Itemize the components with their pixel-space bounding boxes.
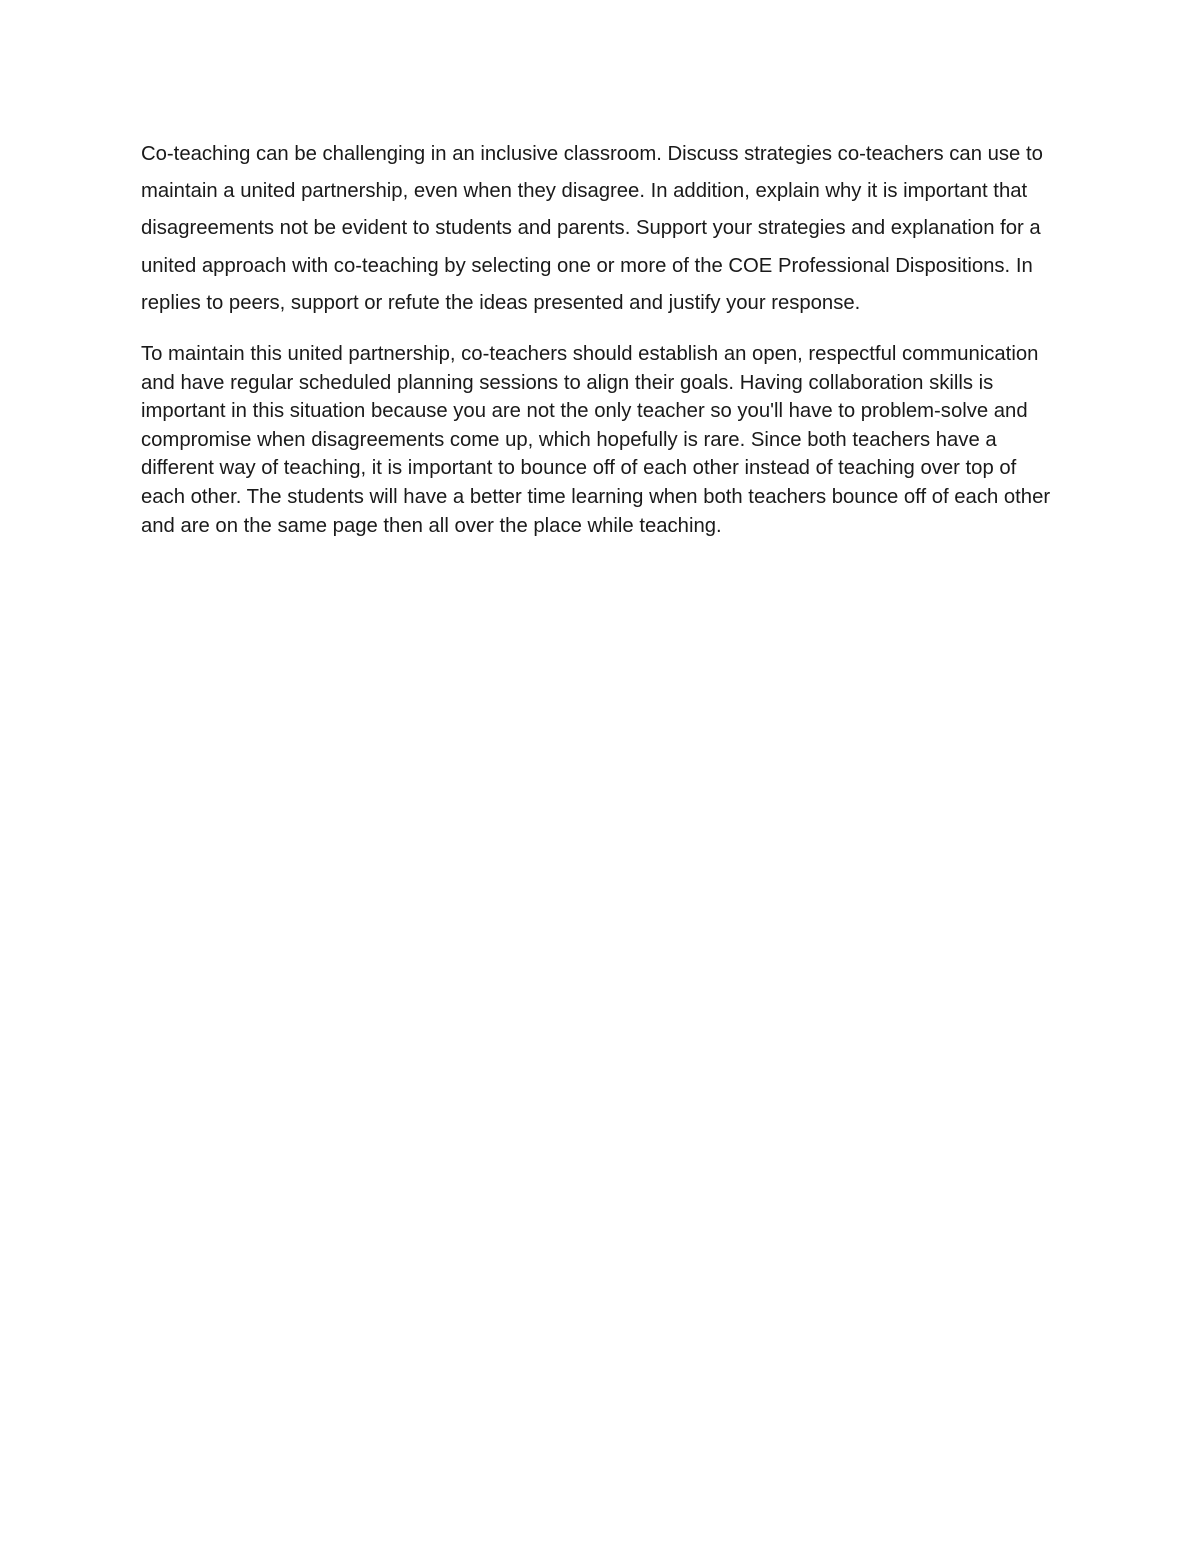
response-paragraph: To maintain this united partnership, co-teachers should establish an open, respectful communication and have regular scheduled planning sessions to align their goals. Having collaboration skills is important in this situation because you are not the only teacher so you'll have to problem-solve and compromise when disagreements come up, which hopefully is rare. Since both teachers have a different way of teaching, it is important to bounce off of each other instead of teaching over top of each other. The students will have a better time learning when both teachers bounce off of each other and are on the same page then all over the place while teaching. <box>141 343 1051 537</box>
document-body <box>141 136 1061 540</box>
prompt-paragraph: Co-teaching can be challenging in an inclusive classroom. Discuss strategies co-teachers can use to maintain a united partnership, even when they disagree. In addition, explain why it is important that disagreements not be evident to students and parents. Support your strategies and explanation for a united approach with co-teaching by selecting one or more of the COE Professional Dispositions. In replies to peers, support or refute the ideas presented and justify your response. <box>141 143 1043 314</box>
